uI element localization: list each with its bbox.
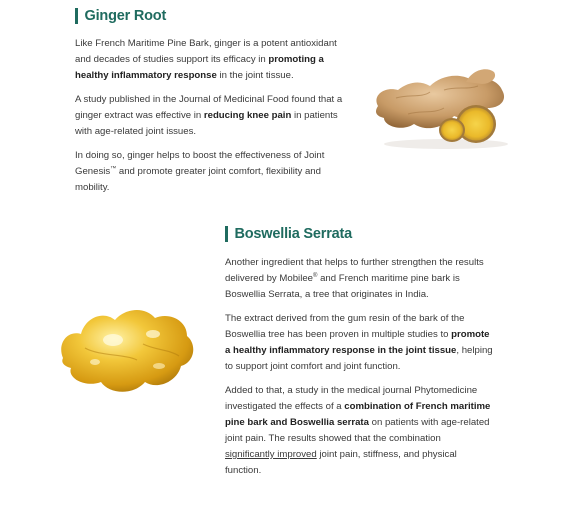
boswellia-serrata-section	[225, 226, 493, 479]
ginger-root-image	[368, 62, 518, 152]
heading-accent-bar	[75, 8, 78, 24]
ginger-root-section	[75, 8, 345, 196]
ginger-paragraph-1: Like French Maritime Pine Bark, ginger is a potent antioxidant and decades of studies support its efficacy in promoting a healthy inflammatory response in the joint tissue.	[75, 38, 337, 81]
boswellia-paragraph-2: The extract derived from the gum resin of the bark of the Boswellia tree has been proven in multiple studies to promote a healthy inflammatory response in the joint tissue, helping to support joint comfort and joint function.	[225, 313, 493, 372]
ginger-root-title: Ginger Root	[84, 8, 167, 24]
boswellia-serrata-title: Boswellia Serrata	[234, 226, 352, 242]
ginger-root-heading	[75, 8, 345, 24]
ginger-paragraph-2: A study published in the Journal of Medicinal Food found that a ginger extract was effective in reducing knee pain in patients with age-related joint issues.	[75, 94, 343, 137]
boswellia-resin-image	[55, 300, 205, 400]
boswellia-paragraph-3: Added to that, a study in the medical journal Phytomedicine investigated the effects of a combination of French maritime pine bark and Boswellia serrata on patients with age-related joint pain. The results showed that the combination significantly improved joint pain, stiffness, and physical function.	[225, 385, 491, 476]
boswellia-paragraph-1: Another ingredient that helps to further strengthen the results delivered by Mobilee® and French maritime pine bark is Boswellia Serrata, a tree that originates in India.	[225, 257, 484, 300]
boswellia-serrata-heading	[225, 226, 493, 242]
heading-accent-bar	[225, 226, 228, 242]
ginger-paragraph-3: In doing so, ginger helps to boost the effectiveness of Joint Genesis™ and promote greater joint comfort, flexibility and mobility.	[75, 150, 325, 193]
